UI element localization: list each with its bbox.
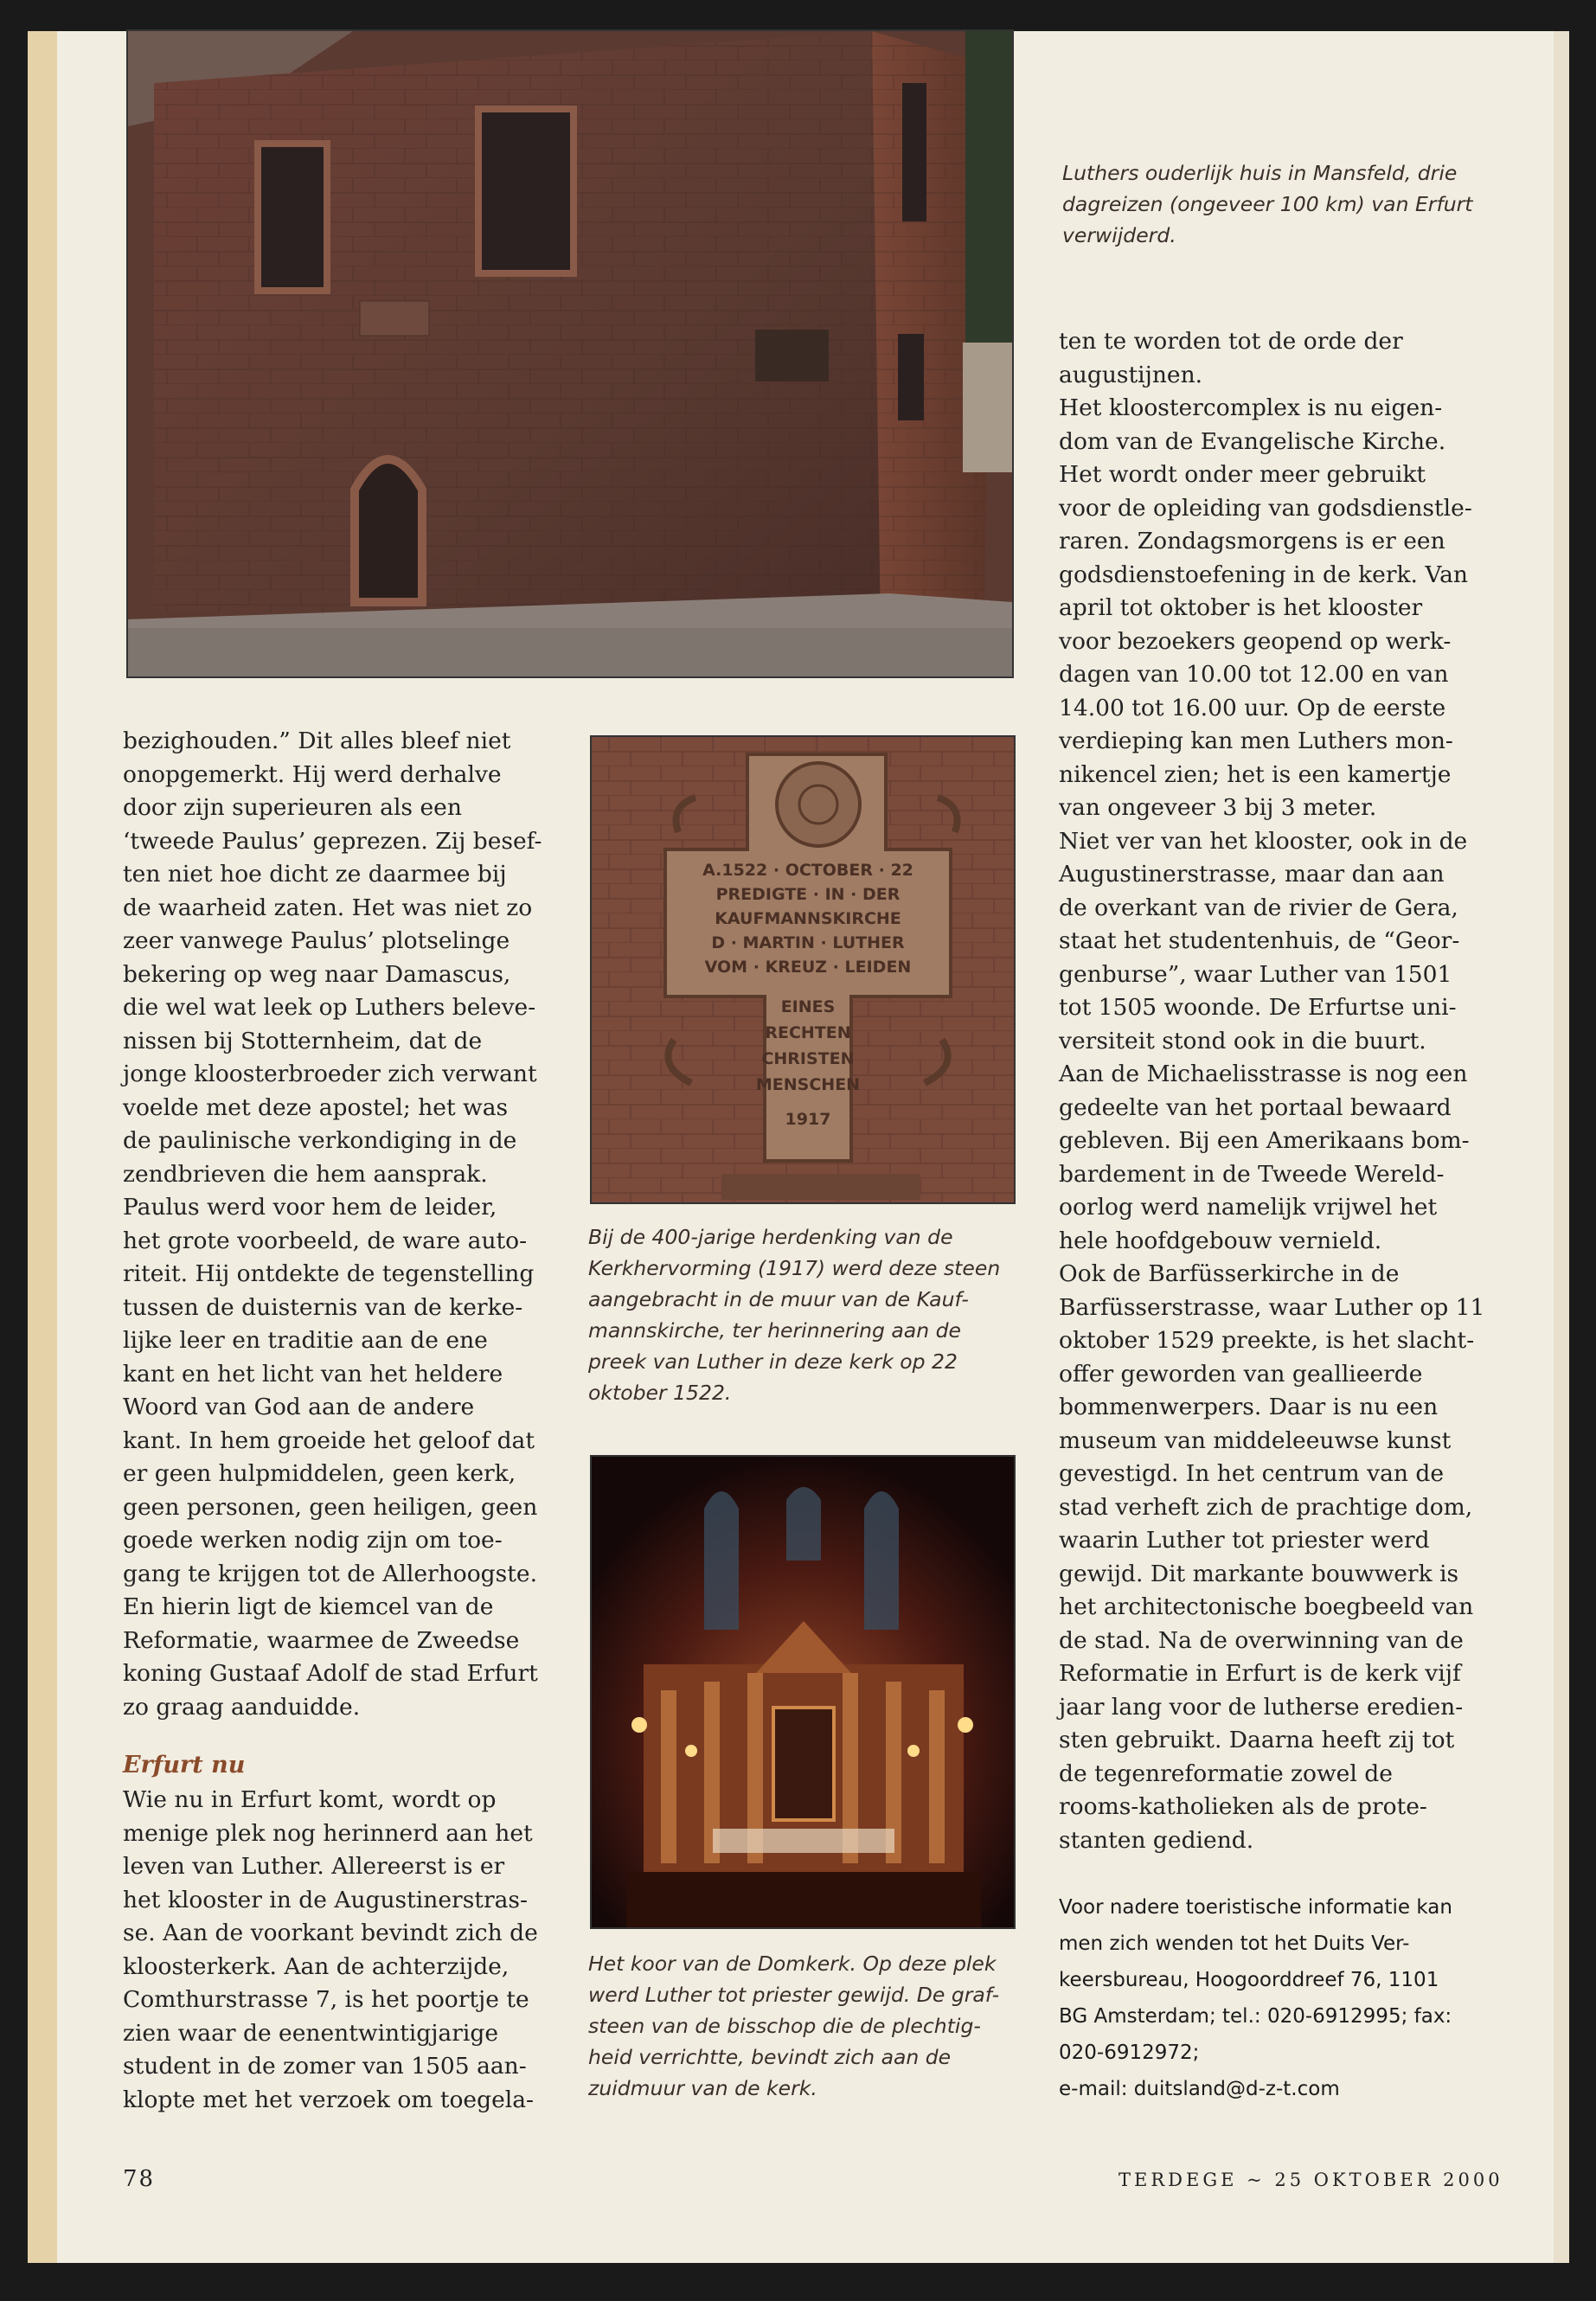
- page-number: 78: [123, 2166, 156, 2192]
- plaque-line-7: RECHTEN: [765, 1023, 851, 1042]
- right-margin-band: [1554, 31, 1569, 2263]
- plaque-line-5: VOM · KREUZ · LEIDEN: [704, 958, 912, 977]
- plaque-line-1: A.1522 · OCTOBER · 22: [702, 861, 913, 880]
- plaque-caption: Bij de 400-jarige herdenking van de Kerkhervorming (1917) werd deze steen aangebracht in de muur van de Kauf- mannskirche, ter herinnering aan de preek van Luther in deze kerk op 22 oktober 1522.: [588, 1225, 1001, 1405]
- plaque-line-4: D · MARTIN · LUTHER: [711, 933, 905, 952]
- column3-text: ten te worden tot de orde der augustijnen. Het kloostercomplex is nu eigen- dom van de Evangelische Kirche. Het wordt onder meer gebruikt voor de opleiding van godsdienstle- raren. Zondagsmorgens is er een godsdienstoefening in de kerk. Van april tot oktober is het klooster voor bezoekers geopend op werk- dagen van 10.00 tot 12.00 en van 14.00 tot 16.00 uur. Op de eerste verdieping kan men Luthers mon- nikencel zien; het is een kamertje van ongeveer 3 bij 3 meter. Niet ver van het klooster, ook in de Augustinerstrasse, maar dan aan de overkant van de rivier de Gera, staat het studentenhuis, de “Geor- genburse”, waar Luther van 1501 tot 1505 woonde. De Erfurtse uni- versiteit stond ook in die buurt. Aan de Michaelisstrasse is nog een gedeelte van het portaal bewaard gebleven. Bij een Amerikaans bom- bardement in de Tweede Wereld- oorlog werd namelijk vrijwel het hele hoofdgebouw vernield. Ook de Barfüsserkirche in de Barfüsserstrasse, waar Luther op 11 oktober 1529 preekte, is het slacht- offer geworden van geallieerde bommenwerpers. Daar is nu een museum van middeleeuwse kunst gevestigd. In het centrum van de stad verheft zich de prachtige dom, waarin Luther tot priester werd gewijd. Dit markante bouwwerk is het architectonische boegbeeld van de stad. Na de overwinning van de Reformatie in Erfurt is de kerk vijf jaar lang voor de lutherse eredien- sten gebruikt. Daarna heeft zij tot de tegenreformatie zowel de rooms-katholieken als de prote- stanten gediend.: [1059, 328, 1485, 1854]
- plaque-line-10: 1917: [785, 1110, 831, 1129]
- column1-text-a: bezighouden.” Dit alles bleef niet onopgemerkt. Hij werd derhalve door zijn superieuren als een ‘tweede Paulus’ geprezen. Zij besef- ten niet hoe dicht ze daarmee bij de waarheid zaten. Het was niet zo zeer vanwege Paulus’ plotselinge bekering op weg naar Damascus, die wel wat leek op Luthers beleve- nissen bij Stotternheim, dat de jonge kloosterbroeder zich verwant voelde met deze apostel; het was de paulinische verkondiging in de zendbrieven die hem aansprak. Paulus werd voor hem de leider, het grote voorbeeld, de ware auto- riteit. Hij ontdekte de tegenstelling tussen de duisternis van de kerke- lijke leer en traditie aan de ene kant en het licht van het heldere Woord van God aan de andere kant. In hem groeide het geloof dat er geen hulpmiddelen, geen kerk, geen personen, geen heiligen, geen goede werken nodig zijn om toe- gang te krijgen tot de Allerhoogste. En hierin ligt de kiemcel van de Reformatie, waarmee de Zweedse koning Gustaaf Adolf de stad Erfurt zo graag aanduidde.: [123, 727, 542, 1721]
- column1-text-b: Wie nu in Erfurt komt, wordt op menige plek nog herinnerd aan het leven van Luther. Allereerst is er het klooster in de Augustinerstras- se. Aan de voorkant bevindt zich de kloosterkerk. Aan de achterzijde, Comthurstrasse 7, is het poortje te zien waar de eenentwintigjarige student in de zomer van 1505 aan- klopte met het verzoek om toegela-: [123, 1786, 538, 2113]
- masthead: TERDEGE ~ 25 OKTOBER 2000: [1118, 2170, 1503, 2190]
- plaque-line-9: MENSCHEN: [755, 1075, 861, 1094]
- subheading-erfurt-nu: Erfurt nu: [123, 1752, 246, 1779]
- plaque-line-2: PREDIGTE · IN · DER: [715, 885, 901, 904]
- left-margin-band: [28, 31, 57, 2263]
- plaque-photo: [590, 735, 1016, 1204]
- altar-caption: Het koor van de Domkerk. Op deze plek werd Luther tot priester gewijd. De graf- steen van de bisschop die de plechtig- heid verrichtte, bevindt zich aan de zuidmuur van de kerk.: [588, 1952, 1000, 2100]
- house-caption: Luthers ouderlijk huis in Mansfeld, drie dagreizen (ongeveer 100 km) van Erfurt verwijderd.: [1062, 161, 1473, 247]
- plaque-line-3: KAUFMANNSKIRCHE: [715, 909, 901, 928]
- house-photo: [126, 29, 1014, 678]
- plaque-line-8: CHRISTEN: [761, 1049, 855, 1068]
- tourist-info: Voor nadere toeristische informatie kan men zich wenden tot het Duits Ver- keersbureau, Hoogoorddreef 76, 1101 BG Amsterdam; tel.: 020-6912995; fax: 020-6912972; e-mail: duitsland@d-z-t.com: [1059, 1896, 1452, 2100]
- plaque-line-6: EINES: [780, 997, 836, 1016]
- altar-photo: [590, 1455, 1016, 1929]
